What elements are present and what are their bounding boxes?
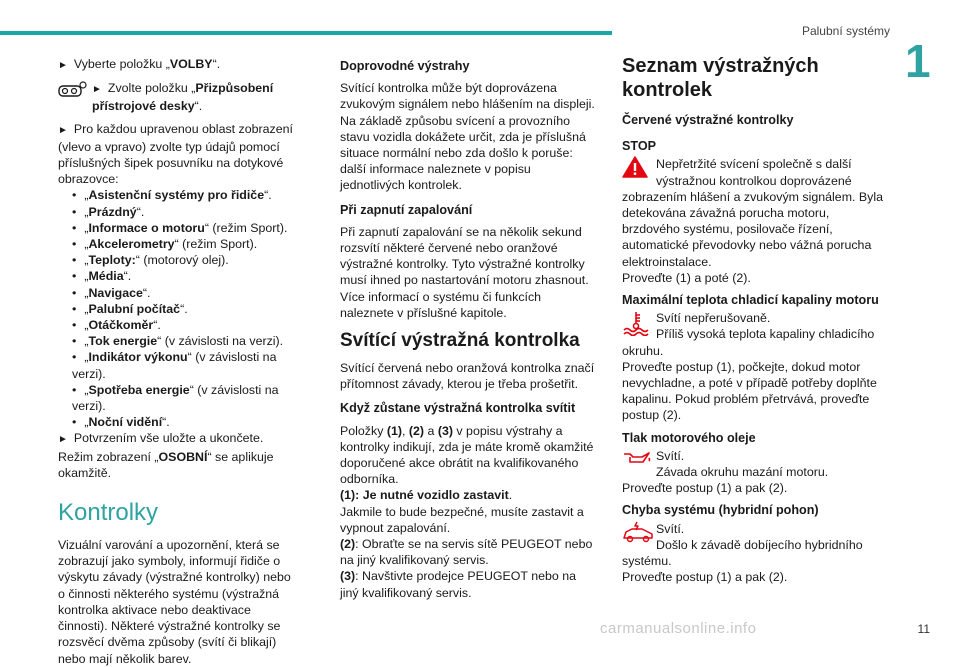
note-1: (1): Je nutné vozidlo zastavit. [340,488,513,503]
step-confirm: ► Potvrzením vše uložte a ukončete. [58,431,264,446]
mode-note: Režim zobrazení „OSOBNÍ“ se aplikuje okamžitě. [58,449,274,480]
kontrolky-heading: Kontrolky [58,499,159,527]
list-item: • „Palubní počítač“. [72,301,298,317]
hybrid-text: systému. [622,554,672,569]
top-bar [0,0,960,46]
oil-block: Svítí. Závada okruhu mazání motoru. [622,448,884,480]
list-item: • „Média“. [72,268,298,284]
step-select-options: ► Vyberte položku „VOLBY“. [58,57,221,71]
heading-warning-list: Seznam výstražných kontrolek [622,55,819,101]
column-middle [340,44,596,601]
heading-accompanying-alerts: Doprovodné výstrahy [340,59,470,73]
stop-block: Nepřetržité svícení společně s další výstražnou kontrolkou doprovázené [622,156,884,188]
coolant-temperature-icon [622,310,656,342]
list-item: • „Teploty:“ (motorový olej). [72,252,298,268]
note-2: (2): Obraťte se na servis sítě PEUGEOT nebo na jiný kvalifikovaný servis. [340,537,593,568]
stop-text: zobrazením hlášení a zvukovým signálem. Byla detekována závažná porucha motoru, brzdového systému, posilovače řízení, automatické převodovky nebo vážná porucha elektroinstalace. [622,189,884,269]
note-3: (3): Navštivte prodejce PEUGEOT nebo na jiný kvalifikovaný servis. [340,569,577,600]
list-item: • „Otáčkoměr“. [72,317,298,333]
page-number: 11 [917,622,930,636]
list-item: • „Asistenční systémy pro řidiče“. [72,187,298,203]
settings-dial-icon [58,80,92,114]
stop-action: Proveďte (1) a poté (2). [622,270,751,285]
paragraph-ignition: Při zapnutí zapalování se na několik sekund rozsvítí některé červené nebo oranžové výstražné kontrolky. Tyto výstražné kontrolky musí ihned po nastartování motoru zhasnout. Více informací o systému či funkcích naleznete v příslušné kapitole. [340,224,589,320]
list-item: • „Informace o motoru“ (režim Sport). [72,220,298,236]
accent-line [0,31,612,35]
hybrid-action: Proveďte postup (1) a pak (2). [622,570,788,585]
list-item: • „Navigace“. [72,285,298,301]
note-1-text: Jakmile to bude bezpečné, musíte zastavit a vypnout zapalování. [340,504,584,535]
coolant-action: Proveďte postup (1), počkejte, dokud motor nevychladne, a poté v případě potřeby doplňte kapalinu. Pokud problém přetrvává, proveďte postup (2). [622,359,877,423]
stop-title: STOP [622,139,657,154]
column-left [58,44,298,667]
list-item: • „Akcelerometry“ (režim Sport). [72,236,298,252]
chapter-number: 1 [905,35,931,87]
list-item: • „Spotřeba energie“ (v závislosti na verzi). [72,382,298,414]
hybrid-title: Chyba systému (hybridní pohon) [622,503,819,518]
arrow-icon: ► [92,84,102,96]
step-choose-data: ► Pro každou upravenou oblast zobrazení (vlevo a vpravo) zvolte typ údajů pomocí příslušných šipek posuvníku na dotykové obrazovce: [58,121,293,187]
paragraph-alerts: Svítící kontrolka může být doprovázena zvukovým signálem nebo hlášením na displeji. Na základě způsobu svícení a provozního stavu vozidla dokážete určit, zda je příslušná situace normální nebo zda došlo k poruše: další informace naleznete v popisu jednotlivých kontrolek. [340,81,595,193]
column-right [622,44,884,585]
arrow-icon: ► [58,124,68,136]
paragraph-lit-warning: Svítící červená nebo oranžová kontrolka značí přítomnost závady, kterou je třeba prošetřit. [340,361,595,392]
list-item: • „Prázdný“. [72,204,298,220]
section-label: Palubní systémy [801,24,890,38]
list-item: • „Noční vidění“. [72,414,298,430]
list-item: • „Tok energie“ (v závislosti na verzi). [72,333,298,349]
oil-pressure-icon [622,448,656,480]
watermark: carmanualsonline.info [600,620,757,637]
oil-action: Proveďte postup (1) a pak (2). [622,481,788,496]
heading-red-warnings: Červené výstražné kontrolky [622,113,794,127]
coolant-block: Svítí nepřerušovaně. Příliš vysoká teplota kapaliny chladicího [622,310,884,342]
oil-title: Tlak motorového oleje [622,430,756,445]
kontrolky-text: Vizuální varování a upozornění, která se zobrazují jako symboly, informují řidiče o výskytu závady (výstražné kontrolky) nebo o činnosti některého systému (výstražná kontrolka aktivace nebo deaktivace činnosti). Některé výstražné kontrolky se rozsvěcí dvěma způsoby (svítí či blikají) nebo mají několik barev. [58,538,291,666]
hybrid-block: Svítí. Došlo k závadě dobíjecího hybridního [622,521,884,553]
heading-lit-warning: Svítící výstražná kontrolka [340,330,580,352]
stop-warning-icon [622,156,656,188]
list-item: • „Indikátor výkonu“ (v závislosti na verzi). [72,349,298,381]
paragraph-stays-lit: Položky (1), (2) a (3) v popisu výstrahy a kontrolky indikují, zda je máte kromě okamžité doporučené akce obrátit na kvalifikovaného odborníka. [340,423,594,487]
display-options-list [58,187,298,430]
hybrid-system-fault-icon [622,521,656,553]
heading-ignition-on: Při zapnutí zapalování [340,202,473,217]
coolant-title: Maximální teplota chladicí kapaliny motoru [622,293,879,308]
arrow-icon: ► [58,434,68,446]
step-customize: ► Zvolte položku „Přizpůsobení přístrojové desky“. [58,80,298,114]
heading-stays-lit: Když zůstane výstražná kontrolka svítit [340,401,576,416]
coolant-text: okruhu. [622,343,664,358]
arrow-icon: ► [58,60,68,71]
